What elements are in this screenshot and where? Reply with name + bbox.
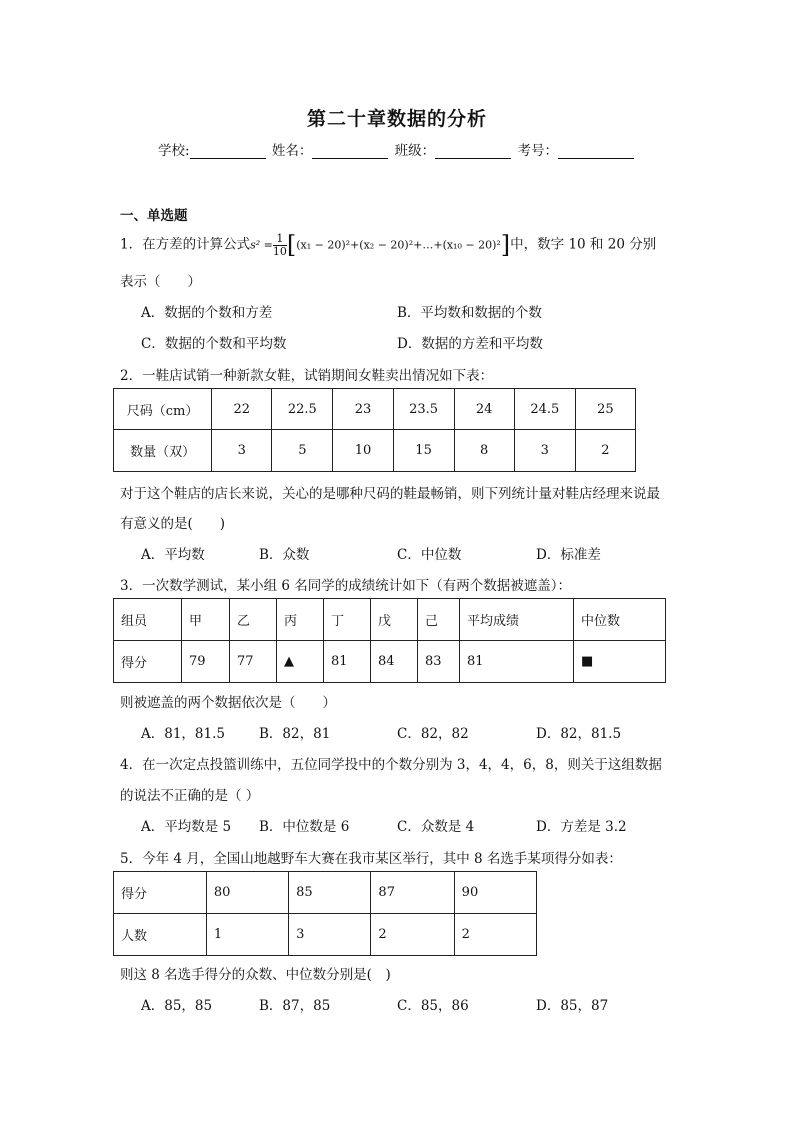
fraction-denominator: 10 [272, 244, 287, 258]
q4-option-d[interactable]: D．方差是 3.2 [536, 819, 627, 835]
table-cell: 2 [575, 430, 635, 472]
q4-line1: 4．在一次定点投篮训练中，五位同学投中的个数分别为 3，4，4，6，8，则关于这组数据 [120, 757, 662, 773]
name-blank[interactable] [312, 144, 388, 159]
q2-stem: 2．一鞋店试销一种新款女鞋，试销期间女鞋卖出情况如下表： [120, 368, 494, 384]
table-cell: 2 [454, 914, 536, 956]
hidden-score-triangle: ▲ [277, 641, 324, 683]
q1-stem [120, 231, 656, 259]
table-cell: 乙 [230, 599, 277, 641]
q2-after-line2: 有意义的是( ) [120, 516, 226, 532]
table-cell: 22.5 [272, 389, 333, 430]
page-title: 第二十章数据的分析 [306, 108, 487, 130]
table-cell: 5 [272, 430, 333, 472]
q2-option-c[interactable]: C．中位数 [397, 547, 462, 563]
q3-row-header [114, 599, 666, 641]
formula-term-3: (x₁₀ − 20)² [442, 238, 501, 252]
q4-option-b[interactable]: B．中位数是 6 [259, 819, 350, 835]
table-cell: 3 [514, 430, 575, 472]
table-cell: 81 [460, 641, 574, 683]
table-cell: 81 [324, 641, 371, 683]
q5-after: 则这 8 名选手得分的众数、中位数分别是( ) [120, 967, 391, 983]
table-cell: 中位数 [574, 599, 666, 641]
q5-stem: 5．今年 4 月，全国山地越野车大赛在我市某区举行，其中 8 名选手某项得分如表： [120, 851, 622, 867]
table-cell: 1 [206, 914, 288, 956]
q2-table [113, 388, 636, 472]
q5-table [113, 871, 537, 956]
table-cell: 83 [418, 641, 460, 683]
class-label: 班级： [394, 143, 436, 159]
table-cell: 戊 [371, 599, 418, 641]
number-label: 考号： [517, 143, 558, 159]
table-cell: 人数 [114, 914, 207, 956]
table-cell: 22 [212, 389, 272, 430]
q2-option-a[interactable]: A．平均数 [141, 547, 205, 563]
q1-line2: 表示（ ） [120, 274, 201, 290]
number-blank[interactable] [558, 144, 634, 159]
table-cell: 90 [454, 872, 536, 914]
q1-option-a[interactable]: A．数据的个数和方差 [141, 305, 273, 321]
q1-prefix: 1．在方差的计算公式 [120, 236, 251, 253]
table-cell: 77 [230, 641, 277, 683]
table-cell: 24 [454, 389, 514, 430]
table-cell: 8 [454, 430, 514, 472]
variance-formula [250, 231, 510, 259]
q2-row-size [114, 389, 636, 430]
formula-term-2: (x₂ − 20)² [359, 238, 414, 252]
class-blank[interactable] [435, 144, 511, 159]
formula-term-1: (x₁ − 20)² [296, 238, 351, 252]
formula-plus-2: + [413, 238, 423, 252]
table-cell: 15 [393, 430, 454, 472]
left-bracket: [ [286, 231, 297, 259]
q2-option-d[interactable]: D．标准差 [536, 547, 601, 563]
table-cell: 组员 [114, 599, 182, 641]
fraction-numerator: 1 [273, 233, 287, 246]
q3-option-d[interactable]: D．82，81.5 [536, 726, 622, 742]
q3-option-a[interactable]: A．81，81.5 [141, 726, 225, 742]
q3-stem: 3．一次数学测试，某小组 6 名同学的成绩统计如下（有两个数据被遮盖）： [120, 578, 572, 594]
formula-fraction [273, 233, 287, 258]
q5-option-b[interactable]: B．87，85 [259, 998, 331, 1014]
q2-after-line1: 对于这个鞋店的店长来说，关心的是哪种尺码的鞋最畅销，则下列统计量对鞋店经理来说最 [120, 486, 660, 502]
q3-option-b[interactable]: B．82，81 [259, 726, 331, 742]
table-cell: 10 [333, 430, 393, 472]
table-cell: 己 [418, 599, 460, 641]
q4-option-c[interactable]: C．众数是 4 [397, 819, 475, 835]
table-cell: 2 [371, 914, 454, 956]
name-label: 姓名： [271, 143, 313, 159]
q4-line2: 的说法不正确的是（ ） [120, 788, 260, 804]
q5-row-score [114, 872, 537, 914]
section-heading: 一、单选题 [120, 208, 188, 224]
q2-option-b[interactable]: B．众数 [259, 547, 310, 563]
table-cell: 得分 [114, 641, 182, 683]
q1-option-c[interactable]: C．数据的个数和平均数 [141, 336, 287, 352]
table-cell: 丙 [277, 599, 324, 641]
q5-option-c[interactable]: C．85，86 [397, 998, 469, 1014]
q1-option-d[interactable]: D．数据的方差和平均数 [397, 336, 543, 352]
table-cell: 84 [371, 641, 418, 683]
table-cell: 得分 [114, 872, 207, 914]
table-cell: 3 [289, 914, 371, 956]
q2-row-count [114, 430, 636, 472]
table-cell: 数量（双） [114, 430, 212, 472]
q5-option-a[interactable]: A．85，85 [141, 998, 213, 1014]
table-cell: 79 [182, 641, 230, 683]
right-bracket: ] [500, 231, 511, 259]
q4-option-a[interactable]: A．平均数是 5 [141, 819, 232, 835]
q3-after: 则被遮盖的两个数据依次是（ ） [120, 695, 336, 711]
q5-option-d[interactable]: D．85，87 [536, 998, 609, 1014]
q3-option-c[interactable]: C．82，82 [397, 726, 469, 742]
q3-table [113, 598, 666, 683]
formula-dots: … [422, 238, 434, 252]
q3-row-scores [114, 641, 666, 683]
q5-row-people [114, 914, 537, 956]
formula-plus-1: + [350, 238, 360, 252]
table-cell: 87 [371, 872, 454, 914]
table-cell: 甲 [182, 599, 230, 641]
table-cell: 平均成绩 [460, 599, 574, 641]
school-blank[interactable] [190, 144, 266, 159]
table-cell: 23.5 [393, 389, 454, 430]
table-cell: 3 [212, 430, 272, 472]
hidden-median-square: ■ [574, 641, 666, 683]
formula-plus-3: + [433, 238, 443, 252]
table-cell: 80 [206, 872, 288, 914]
table-cell: 丁 [324, 599, 371, 641]
school-label: 学校: [158, 143, 190, 159]
student-info-line [0, 139, 794, 159]
table-cell: 23 [333, 389, 393, 430]
table-cell: 24.5 [514, 389, 575, 430]
table-cell: 25 [575, 389, 635, 430]
q1-option-b[interactable]: B．平均数和数据的个数 [397, 305, 542, 321]
formula-lhs: s² = [250, 238, 273, 252]
q1-suffix: 中，数字 10 和 20 分别 [510, 236, 657, 253]
table-cell: 尺码（cm） [114, 389, 212, 430]
table-cell: 85 [289, 872, 371, 914]
